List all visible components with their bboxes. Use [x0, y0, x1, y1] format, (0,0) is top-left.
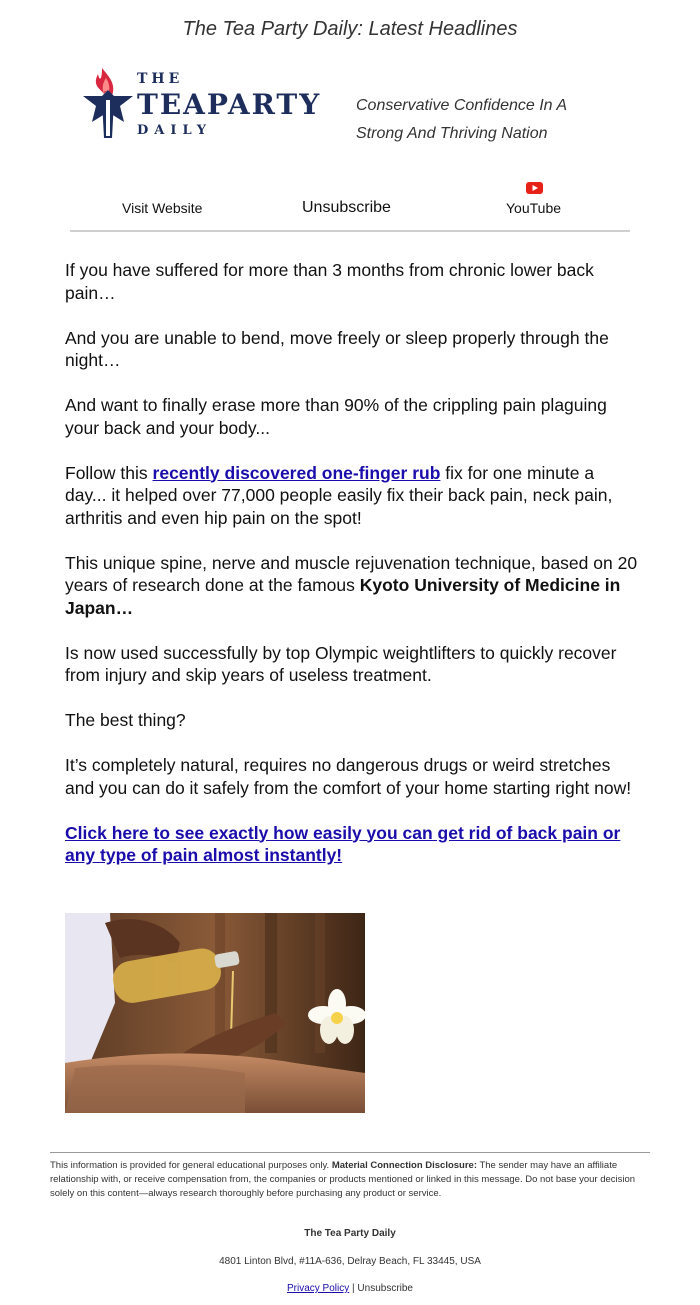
- footer-links: [0, 1283, 700, 1294]
- disclaimer-post: The sender may have an affiliate relationship with, or receive compensation from, the companies or products mentioned or linked in this message. Do not base your decision solely on this content—always research thoroughly before purchasing any product or service.: [50, 1160, 636, 1199]
- footer-unsubscribe-link[interactable]: Unsubscribe: [357, 1283, 413, 1294]
- logo-text-the: THE: [137, 71, 184, 87]
- paragraph-2: And you are unable to bend, move freely or sleep properly through the night…: [65, 327, 609, 370]
- torch-star-icon: [82, 66, 134, 142]
- footer-company-name: The Tea Party Daily: [304, 1228, 396, 1239]
- disclaimer-pre: This information is provided for general educational purposes only.: [50, 1160, 332, 1171]
- tagline-line-1: Conservative Confidence In A: [356, 97, 568, 114]
- footer-address: 4801 Linton Blvd, #11A-636, Delray Beach, FL 33445, USA: [219, 1256, 481, 1267]
- cta-link[interactable]: Click here to see exactly how easily you can get rid of back pain or any type of pain almost instantly!: [65, 822, 621, 865]
- youtube-link[interactable]: YouTube: [506, 200, 562, 216]
- paragraph-5: [65, 552, 640, 620]
- cta-paragraph: [65, 822, 640, 867]
- tagline-line-2: Strong And Thriving Nation: [356, 125, 548, 142]
- paragraph-3: And want to finally erase more than 90% of the crippling pain plaguing your back and your body...: [65, 395, 607, 438]
- logo-text-teaparty: TEAPARTY: [137, 88, 322, 121]
- material-connection-label: Material Connection Disclosure:: [331, 1160, 477, 1171]
- tagline: [356, 92, 616, 148]
- disclaimer-text: [50, 1159, 650, 1201]
- paragraph-4-pre: Follow this: [65, 462, 153, 483]
- paragraph-6: Is now used successfully by top Olympic weightlifters to quickly recover from injury and skip years of useless treatment.: [65, 642, 617, 685]
- paragraph-8: It’s completely natural, requires no dangerous drugs or weird stretches and you can do it safely from the comfort of your home starting right now!: [65, 755, 632, 798]
- email-body: [65, 259, 640, 889]
- youtube-icon[interactable]: [526, 182, 543, 194]
- header-nav: [70, 178, 630, 232]
- privacy-policy-link[interactable]: Privacy Policy: [287, 1283, 350, 1294]
- footer-divider: [50, 1152, 650, 1153]
- visit-website-link[interactable]: Visit Website: [122, 200, 203, 216]
- tea-party-daily-logo[interactable]: [82, 66, 332, 142]
- massage-oil-illustration: [65, 913, 365, 1113]
- unsubscribe-link[interactable]: Unsubscribe: [302, 199, 391, 216]
- paragraph-1: If you have suffered for more than 3 months from chronic lower back pain…: [65, 260, 594, 303]
- paragraph-7: The best thing?: [65, 710, 186, 730]
- massage-oil-photo[interactable]: [65, 913, 365, 1113]
- one-finger-rub-link[interactable]: recently discovered one-finger rub: [152, 462, 441, 483]
- logo-text-daily: DAILY: [137, 123, 213, 138]
- kyoto-university-text: Kyoto University of Medicine in Japan…: [65, 575, 621, 618]
- footer-separator: |: [349, 1283, 358, 1294]
- paragraph-5-pre: This unique spine, nerve and muscle rejuvenation technique, based on 20 years of research done at the famous: [65, 552, 638, 595]
- email-header-title: The Tea Party Daily: Latest Headlines: [182, 18, 518, 40]
- paragraph-4-post: fix for one minute a day... it helped over 77,000 people easily fix their back pain, neck pain, arthritis and even hip pain on the spot!: [65, 462, 613, 528]
- paragraph-4: [65, 462, 640, 530]
